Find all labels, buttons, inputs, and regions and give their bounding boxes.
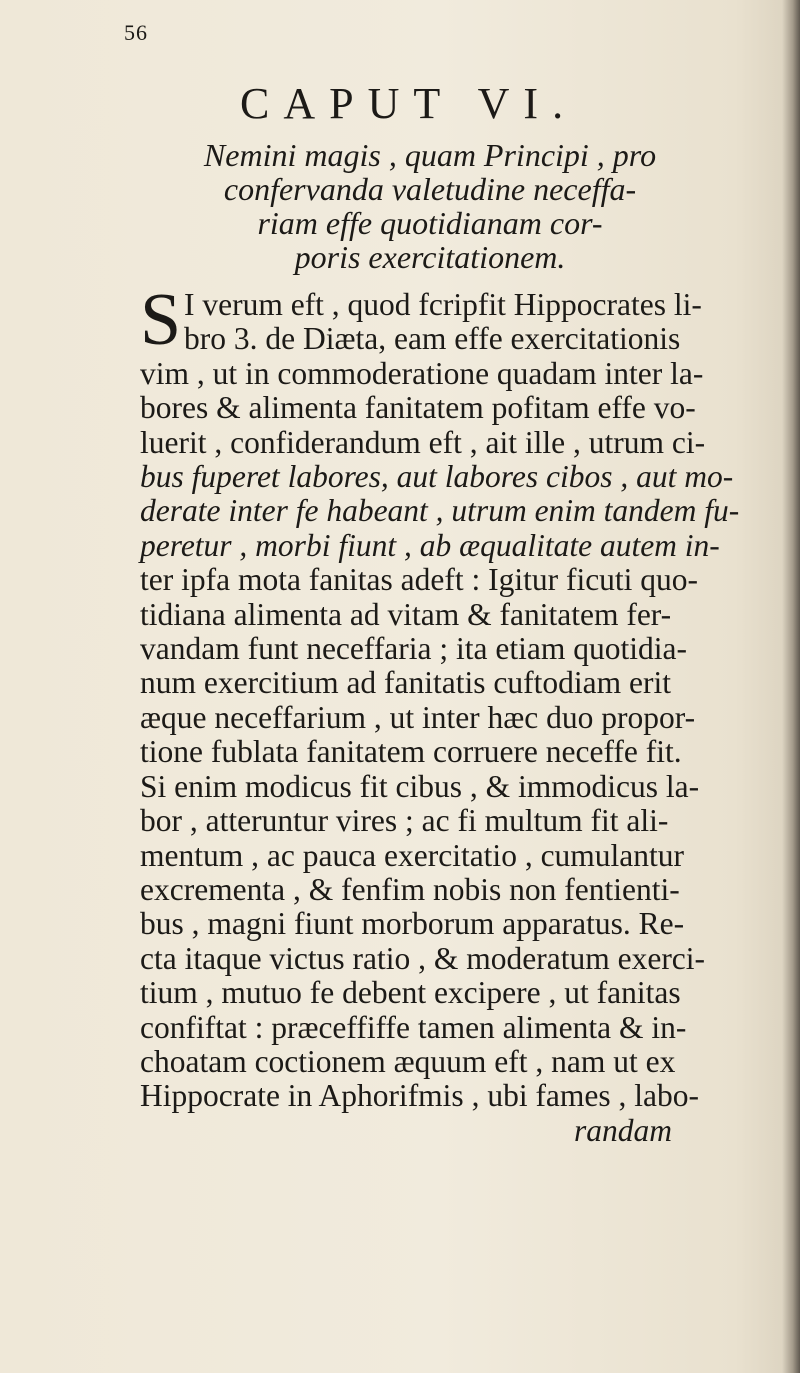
text-line: derate inter fe habeant , utrum enim tandem fu- bbox=[140, 493, 740, 529]
text-line: tium , mutuo fe debent excipere , ut fanitas bbox=[140, 975, 681, 1011]
heading-line: Nemini magis , quam Principi , pro bbox=[203, 137, 657, 173]
text-line: luerit , confiderandum eft , ait ille , utrum ci- bbox=[140, 424, 706, 460]
text-line: ter ipfa mota fanitas adeft : Igitur ficuti quo- bbox=[140, 562, 699, 598]
text-line: tione fublata fanitatem corruere neceffe fit. bbox=[140, 734, 682, 770]
text-line: bor , atteruntur vires ; ac fi multum fit ali- bbox=[140, 803, 669, 839]
text-line: bus , magni fiunt morborum apparatus. Re- bbox=[140, 906, 685, 942]
heading-line: poris exercitationem. bbox=[294, 239, 566, 275]
text-line: num exercitium ad fanitatis cuftodiam erit bbox=[140, 665, 671, 701]
text-line: bores & alimenta fanitatem pofitam effe vo- bbox=[140, 390, 696, 426]
text-line: choatam coctionem æquum eft , nam ut ex bbox=[140, 1043, 676, 1079]
text-line: cta itaque victus ratio , & moderatum exerci- bbox=[140, 940, 706, 976]
text-line: mentum , ac pauca exercitatio , cumulantur bbox=[140, 837, 685, 873]
text-line: Hippocrate in Aphorifmis , ubi fames , labo- bbox=[140, 1078, 700, 1114]
text-line: bus fuperet labores, aut labores cibos , aut mo- bbox=[140, 459, 734, 495]
heading-line: confervanda valetudine neceffa- bbox=[223, 171, 637, 207]
body-paragraph bbox=[140, 288, 752, 1148]
text-line: excrementa , & fenfim nobis non fentienti- bbox=[140, 871, 680, 907]
drop-cap: S bbox=[140, 279, 182, 361]
page-gutter-shadow bbox=[782, 0, 800, 1373]
text-line: peretur , morbi fiunt , ab æqualitate autem in- bbox=[140, 527, 720, 563]
text-line: tidiana alimenta ad vitam & fanitatem fer- bbox=[140, 596, 672, 632]
text-line: Si enim modicus fit cibus , & immodicus la- bbox=[140, 768, 700, 804]
chapter-heading bbox=[150, 138, 710, 274]
page-number: 56 bbox=[124, 20, 148, 45]
chapter-title: CAPUT VI. bbox=[240, 79, 578, 128]
text-line: confiftat : præceffiffe tamen alimenta & in- bbox=[140, 1009, 687, 1045]
heading-line: riam effe quotidianam cor- bbox=[257, 205, 603, 241]
text-line: vandam funt neceffaria ; ita etiam quotidia- bbox=[140, 631, 687, 667]
text-line: I verum eft , quod fcripfit Hippocrates li- bbox=[184, 287, 702, 322]
text-line: æque neceffarium , ut inter hæc duo propor- bbox=[140, 699, 696, 735]
text-line: vim , ut in commoderatione quadam inter la- bbox=[140, 355, 704, 391]
text-line: bro 3. de Diæta, eam effe exercitationis bbox=[184, 321, 681, 357]
catchword: randam bbox=[573, 1112, 672, 1148]
